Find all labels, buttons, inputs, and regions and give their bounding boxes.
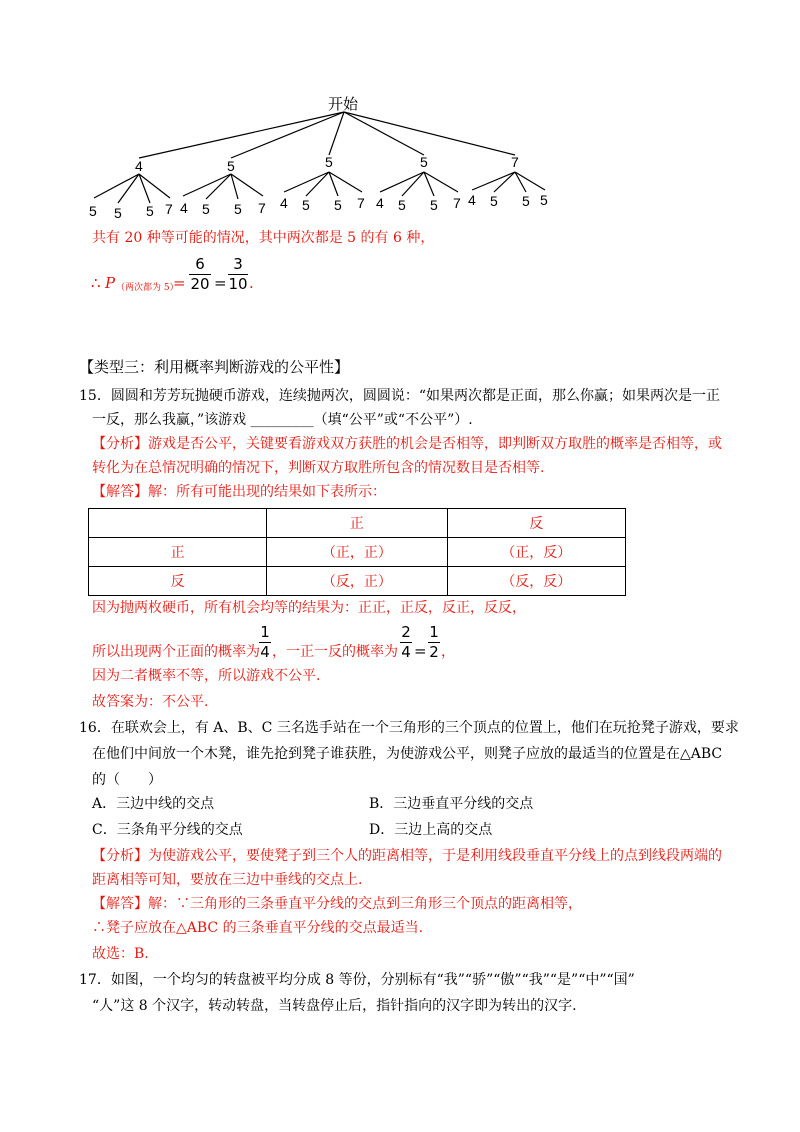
q16-answer-line1: 【解答】解：∵三角形的三条垂直平分线的交点到三角形三个顶点的距离相等， [92, 896, 582, 912]
q16-option-a: A．三边中线的交点 [92, 796, 215, 812]
prob-equals: = [173, 274, 186, 292]
tree-leaf-label: 5 [302, 197, 310, 213]
table-cell [89, 509, 267, 538]
fraction-6-20 [189, 256, 211, 293]
tree-node-label: 5 [420, 154, 428, 170]
table-header-row [89, 509, 626, 538]
tree-leaf-label: 4 [180, 200, 188, 216]
fraction-numerator: 2 [401, 623, 411, 641]
tree-root-label: 开始 [328, 96, 359, 113]
table-cell: 正 [89, 538, 267, 567]
tree-leaf-label: 5 [89, 203, 97, 219]
tree-node-label: 5 [325, 154, 333, 170]
q16-answer-line3: 故选：B. [92, 946, 149, 962]
tree-leaf-label: 5 [522, 193, 530, 209]
q15-answer-intro: 【解答】解：所有可能出现的结果如下表所示： [92, 484, 386, 500]
table-cell: （反，反） [447, 567, 625, 596]
tree-leaf-label: 7 [357, 195, 365, 211]
table-cell: 反 [89, 567, 267, 596]
q16-line3: 的（ ） [92, 772, 162, 788]
q15-after-line4: 故答案为：不公平. [92, 694, 209, 710]
tree-node-label: 4 [135, 158, 143, 174]
fraction-numerator: 1 [429, 623, 439, 641]
tree-leaf-label: 4 [376, 195, 384, 211]
q15-after-line3: 因为二者概率不等，所以游戏不公平. [92, 668, 321, 684]
tree-node-label: 5 [227, 158, 235, 174]
q17-line1: 17．如图，一个均匀的转盘被平均分成 8 等份，分别标有“我”“骄”“傲”“我”“是”“中”“国” [79, 972, 635, 988]
tree-lines [0, 0, 800, 220]
fraction-numerator: 6 [195, 255, 205, 273]
q15-equals: = [414, 642, 427, 660]
q16-analysis-line1: 【分析】为使游戏公平，要使凳子到三个人的距离相等，于是利用线段垂直平分线上的点到线段两端的 [92, 848, 722, 864]
fraction-denominator: 20 [190, 275, 210, 293]
fraction-numerator: 1 [260, 623, 270, 641]
tree-node-label: 7 [511, 154, 519, 170]
fraction-numerator: 3 [233, 255, 243, 273]
table-cell: （反，正） [267, 567, 447, 596]
tree-leaf-label: 5 [398, 197, 406, 213]
table-row [89, 567, 626, 596]
q16-line1: 16．在联欢会上，有 A、B、C 三名选手站在一个三角形的三个顶点的位置上，他们在玩抢凳子游戏，要求 [79, 720, 739, 736]
table-cell: （正，正） [267, 538, 447, 567]
tree-leaf-label: 4 [280, 195, 288, 211]
q15-analysis-line1: 【分析】游戏是否公平，关键要看游戏双方获胜的机会是否相等，即判断双方取胜的概率是否相等，或 [92, 436, 722, 452]
tree-leaf-label: 5 [202, 201, 210, 217]
q16-option-d: D．三边上高的交点 [369, 822, 493, 838]
q16-analysis-line2: 距离相等可知，要放在三边中垂线的交点上. [92, 872, 363, 888]
table-row [89, 538, 626, 567]
tree-leaf-label: 5 [114, 205, 122, 221]
fraction-1-4 [259, 624, 271, 661]
q17-line2: “人”这 8 个汉字，转动转盘，当转盘停止后，指针指向的汉字即为转出的汉字. [92, 998, 577, 1014]
q16-line2: 在他们中间放一个木凳，谁先抢到凳子谁获胜，为使游戏公平，则凳子应放的最适当的位置是在△ABC [92, 746, 723, 762]
tree-leaf-label: 5 [430, 197, 438, 213]
tree-leaf-label: 5 [234, 201, 242, 217]
q15-line1: 15．圆圆和芳芳玩抛硬币游戏，连续抛两次，圆圆说：“如果两次都是正面，那么你赢；如果两次是一正 [79, 388, 720, 404]
therefore-symbol: ∴ [91, 274, 101, 292]
fraction-denominator: 4 [260, 643, 270, 661]
tree-leaf-label: 4 [468, 192, 476, 208]
fraction-3-10 [228, 256, 248, 293]
q16-answer-line2: ∴凳子应放在△ABC 的三条垂直平分线的交点最适当. [92, 920, 424, 936]
fraction-denominator: 10 [228, 275, 248, 293]
q15-analysis-line2: 转化为在总情况明确的情况下，判断双方取胜所包含的情况数目是否相等. [92, 460, 545, 476]
q15-after-line1: 因为抛两枚硬币，所有机会均等的结果为：正正，正反，反正，反反， [92, 600, 526, 616]
tree-leaf-label: 5 [490, 193, 498, 209]
prob-subscript: （两次都为 5） [116, 283, 179, 293]
coin-result-table [88, 508, 626, 596]
prob-end: . [249, 274, 254, 292]
tree-leaf-label: 5 [540, 192, 548, 208]
fraction-1-2 [428, 624, 440, 661]
table-cell: 正 [267, 509, 447, 538]
q15-after-text-a: 所以出现两个正面的概率为 [92, 644, 260, 660]
fraction-2-4 [400, 624, 412, 661]
fraction-denominator: 4 [401, 643, 411, 661]
tree-leaf-label: 7 [453, 195, 461, 211]
q16-option-c: C．三条角平分线的交点 [92, 822, 243, 838]
table-cell: （正，反） [447, 538, 625, 567]
prob-equals-2: = [214, 274, 227, 292]
q15-after-text-b: ，一正一反的概率为 [272, 644, 398, 660]
section-title: 【类型三：利用概率判断游戏的公平性】 [79, 358, 350, 376]
tree-leaf-label: 5 [146, 203, 154, 219]
q16-option-b: B．三边垂直平分线的交点 [369, 796, 534, 812]
fraction-denominator: 2 [429, 643, 439, 661]
tree-leaf-label: 5 [334, 197, 342, 213]
q15-line2: 一反，那么我赢，”该游戏 _________（填“公平”或“不公平”）. [92, 412, 473, 428]
table-cell: 反 [447, 509, 625, 538]
summary-line: 共有 20 种等可能的情况，其中两次都是 5 的有 6 种， [92, 230, 435, 246]
tree-leaf-label: 7 [258, 200, 266, 216]
prob-p: P [105, 274, 116, 292]
q15-after-end: ， [441, 644, 455, 660]
tree-leaf-label: 7 [165, 201, 173, 217]
